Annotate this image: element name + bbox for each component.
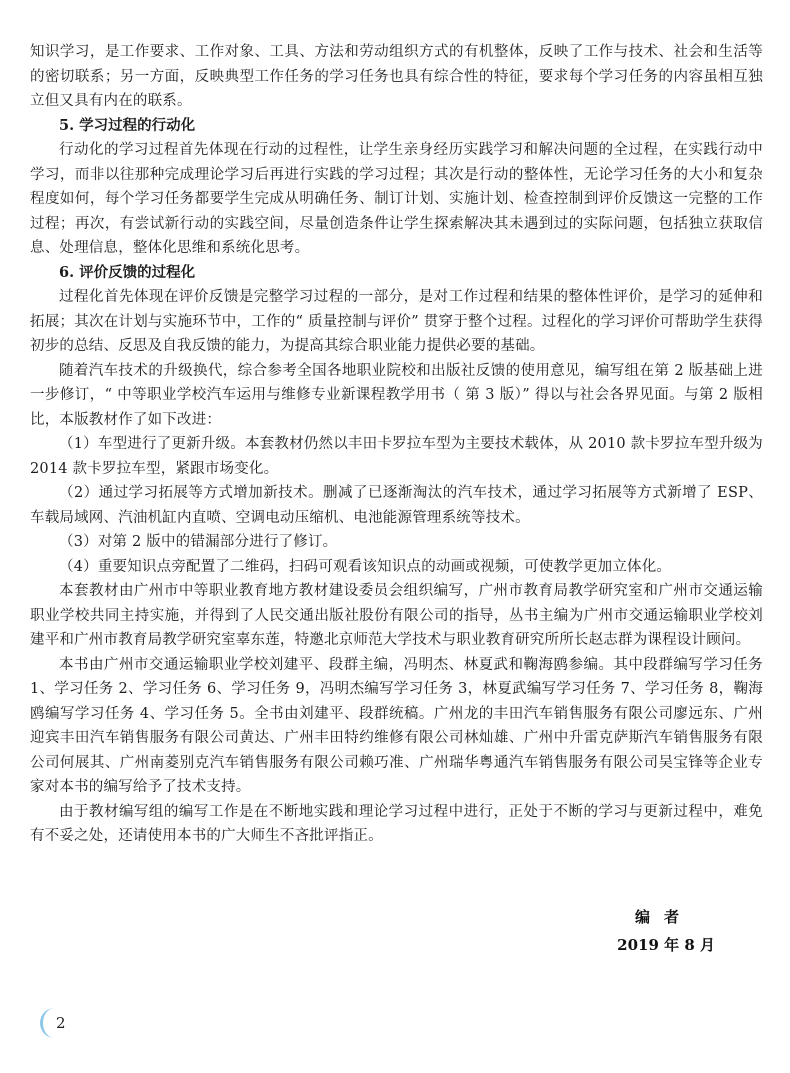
paragraph-organization: 本套教材由广州市中等职业教育地方教材建设委员会组织编写，广州市教育局教学研究室和广州市交通运输职业学校共同主持实施，并得到了人民交通出版社股份有限公司的指导，丛书主编为广州市交通运输职业学校刘建平和广州市教育局教学研究室辜东莲，特邀北京师范大学技术与职业教育研究所所长赵志群为课程设计顾问。 <box>30 583 763 648</box>
document-body <box>30 40 763 849</box>
signature-role: 编者 <box>634 908 693 926</box>
paragraph-closing: 由于教材编写组的编写工作是在不断地实践和理论学习过程中进行，正处于不断的学习与更新过程中，难免有不妥之处，还请使用本书的广大师生不吝批评指正。 <box>30 803 763 844</box>
list-item-improvement-3: （3）对第 2 版中的错漏部分进行了修订。 <box>59 534 338 550</box>
list-item-improvement-1: （1）车型进行了更新升级。本套教材仍然以丰田卡罗拉车型为主要技术载体，从 2010 款卡罗拉车型升级为 2014 款卡罗拉车型，紧跟市场变化。 <box>30 436 763 477</box>
paragraph-action-learning: 行动化的学习过程首先体现在行动的过程性，让学生亲身经历实践学习和解决问题的全过程，在实践行动中学习，而非以往那种完成理论学习后再进行实践的学习过程；其次是行动的整体性，无论学习任务的大小和复杂程度如何，每个学习任务都要学生完成从明确任务、制订计划、实施计划、检查控制到评价反馈这一完整的工作过程；再次，有尝试新行动的实践空间，尽量创造条件让学生探索解决其未遇到过的实际问题，包括独立获取信息、处理信息，整体化思维和系统化思考。 <box>30 142 763 256</box>
signature-date: 2019 年 8 月 <box>617 936 715 954</box>
list-item-improvement-2: （2）通过学习拓展等方式增加新技术。删减了已逐渐淘汰的汽车技术，通过学习拓展等方式新增了 ESP、车载局域网、汽油机缸内直喷、空调电动压缩机、电池能源管理系统等技术。 <box>30 485 763 526</box>
paragraph-revision-intro: 随着汽车技术的升级换代，综合参考全国各地职业院校和出版社反馈的使用意见，编写组在第 2 版基础上进一步修订，“ 中等职业学校汽车运用与维修专业新课程教学用书（ 第 3 版）” 得以与社会各界见面。与第 2 版相比，本版教材作了如下改进： <box>30 362 763 428</box>
paragraph-evaluation: 过程化首先体现在评价反馈是完整学习过程的一部分，是对工作过程和结果的整体性评价，是学习的延伸和拓展；其次在计划与实施环节中，工作的“ 质量控制与评价” 贯穿于整个过程。过程化的学习评价可帮助学生获得初步的总结、反思及自我反馈的能力，为提高其综合职业能力提供必要的基础。 <box>30 289 763 354</box>
paragraph-continuation: 知识学习，是工作要求、工作对象、工具、方法和劳动组织方式的有机整体，反映了工作与技术、社会和生活等的密切联系；另一方面，反映典型工作任务的学习任务也具有综合性的特征，要求每个学习任务的内容虽相互独立但又具有内在的联系。 <box>30 44 763 109</box>
page-number: 2 <box>56 1014 66 1032</box>
page-number-badge <box>40 1008 74 1042</box>
paragraph-authors: 本书由广州市交通运输职业学校刘建平、段群主编，冯明杰、林夏武和鞠海鸥参编。其中段群编写学习任务 1、学习任务 2、学习任务 6、学习任务 9，冯明杰编写学习任务 3，林夏武编写学习任务 7、学习任务 8，鞠海鸥编写学习任务 4、学习任务 5。全书由刘建平、段群统稿。广州龙的丰田汽车销售服务有限公司廖远东、广州迎宾丰田汽车销售服务有限公司黄达、广州丰田特约维修有限公司林灿雄、广州中升雷克萨斯汽车销售服务有限公司何展其、广州南菱别克汽车销售服务有限公司赖巧准、广州瑞华粤通汽车销售服务有限公司吴宝锋等企业专家对本书的编写给予了技术支持。 <box>30 656 763 795</box>
section-heading-5: 5. 学习过程的行动化 <box>59 116 196 134</box>
list-item-improvement-4: （4）重要知识点旁配置了二维码，扫码可观看该知识点的动画或视频，可使教学更加立体化。 <box>59 558 672 575</box>
section-heading-6: 6. 评价反馈的过程化 <box>59 263 196 281</box>
